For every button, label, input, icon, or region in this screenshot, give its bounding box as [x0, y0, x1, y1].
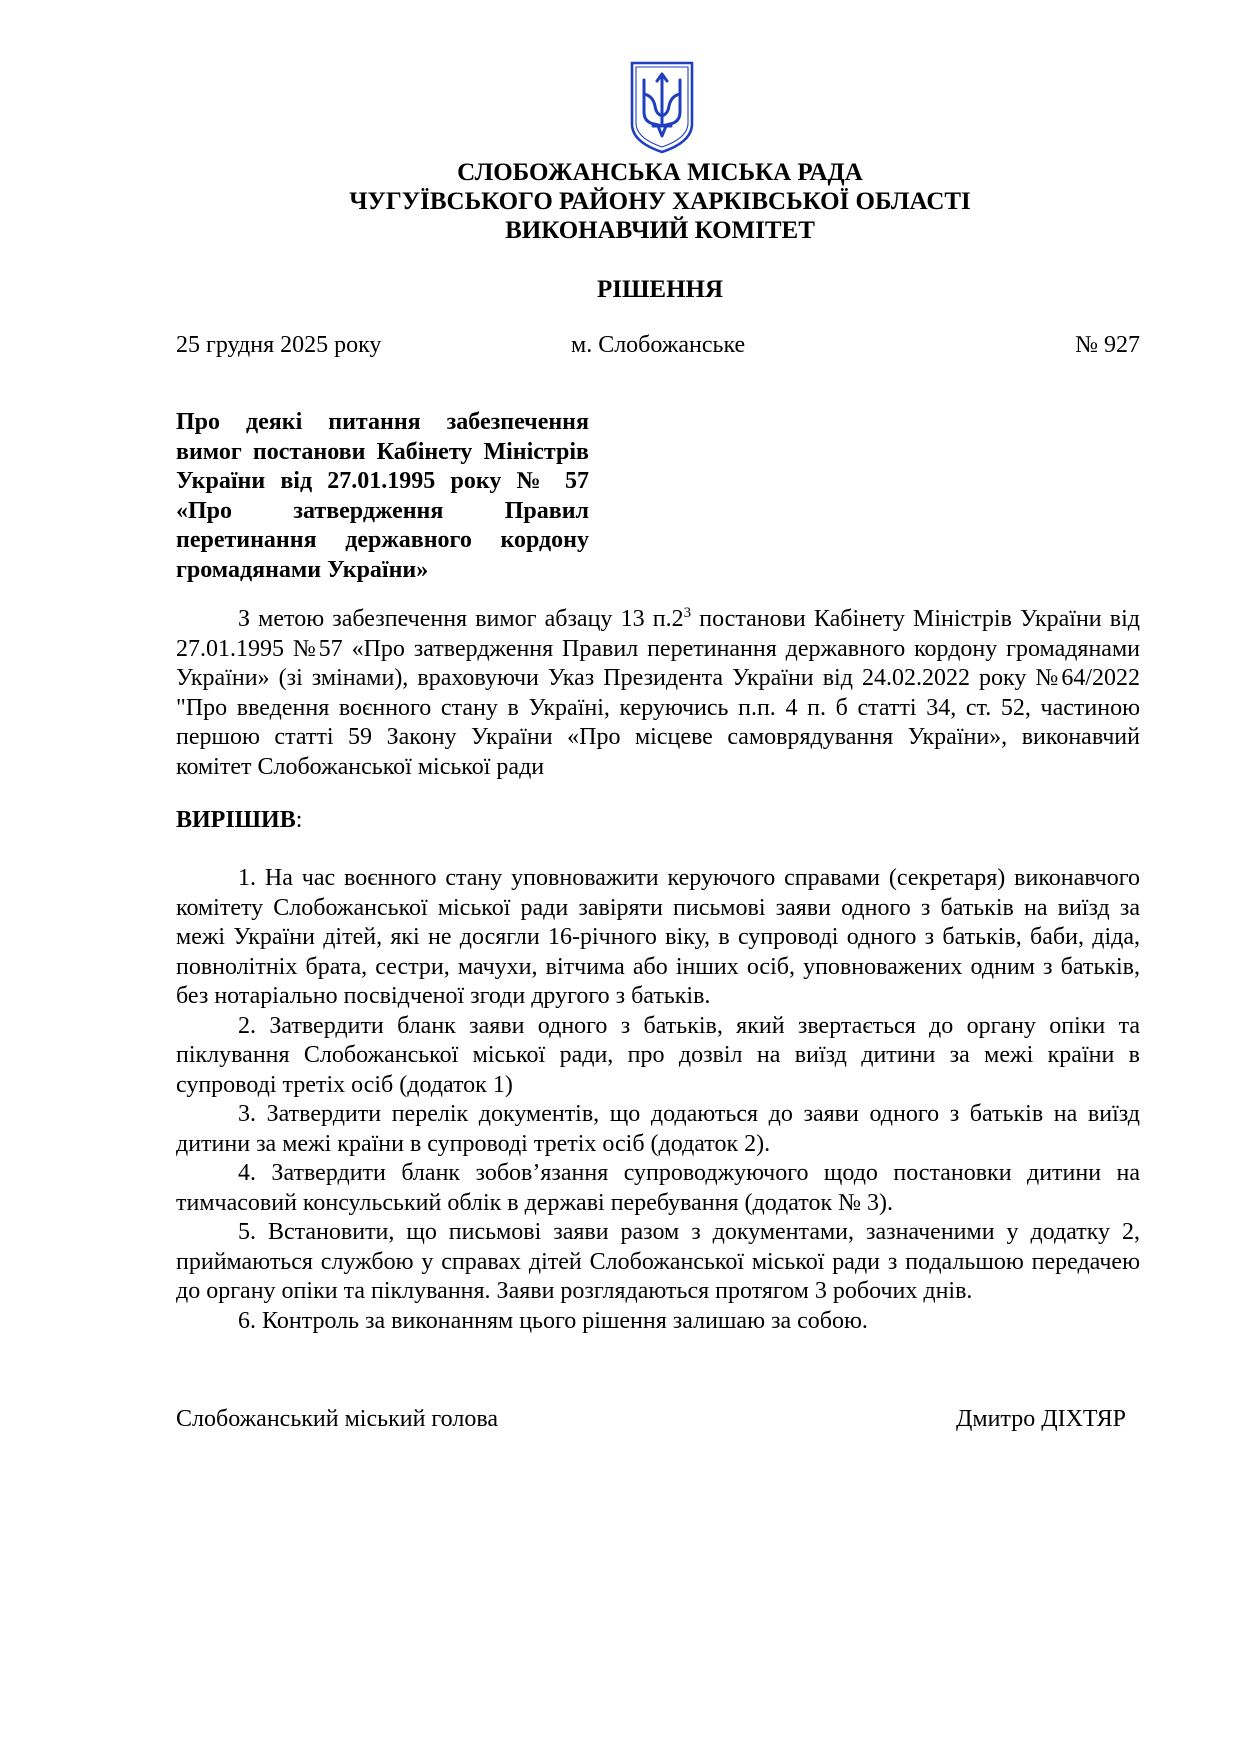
institution-header — [170, 158, 1150, 245]
header-line-district: ЧУГУЇВСЬКОГО РАЙОНУ ХАРКІВСЬКОЇ ОБЛАСТІ — [349, 188, 971, 215]
preamble — [176, 605, 1140, 782]
decision-subject: Про деякі питання забезпечення вимог постанови Кабінету Міністрів України від 27.01.1995 року № 57 «Про затвердження Правил перетинання державного кордону громадянами України» — [176, 409, 589, 583]
decision-point-5: 5. Встановити, що письмові заяви разом з документами, зазначеними у додатку 2, приймаються службою у справах дітей Слобожанської міської ради з подальшою передачею до органу опіки та піклування. Заяви розглядаються протягом 3 робочих днів. — [176, 1219, 1140, 1304]
header-line-council: СЛОБОЖАНСЬКА МІСЬКА РАДА — [457, 159, 863, 186]
decision-points — [176, 864, 1140, 1336]
preamble-text-start: З метою забезпечення вимог абзацу 13 п.2 — [238, 606, 684, 632]
signature-block — [176, 1405, 1126, 1435]
signatory-name: Дмитро ДІХТЯР — [956, 1406, 1126, 1432]
decision-meta — [176, 331, 1140, 361]
preamble-paragraph — [176, 605, 1140, 782]
resolved-heading — [176, 806, 302, 835]
preamble-text-end: постанови Кабінету Міністрів України від 27.01.1995 №57 «Про затвердження Правил перетинання державного кордону громадянами України» (зі змінами), враховуючи Указ Президента України від 24.02.2022 року №64/2022 "Про введення воєнного стану в Україні, керуючись п.п. 4 п. б статті 34, ст. 52, частиною першою статті 59 Закону України «Про місцеве самоврядування України», виконавчий комітет Слобожанської міської ради — [176, 606, 1140, 780]
decision-date: 25 грудня 2025 року — [176, 332, 382, 358]
decision-title: РІШЕННЯ — [596, 276, 724, 303]
preamble-superscript: 3 — [683, 605, 692, 621]
decision-point-4: 4. Затвердити бланк зобов’язання супроводжуючого щодо постановки дитини на тимчасовий консульський облік в державі перебування (додаток № 3). — [176, 1160, 1140, 1216]
decision-point-2: 2. Затвердити бланк заяви одного з батьків, який звертається до органу опіки та піклування Слобожанської міської ради, про дозвіл на виїзд дитини за межі країни в супроводі третіх осіб (додаток 1) — [176, 1012, 1140, 1098]
signatory-position: Слобожанський міський голова — [176, 1406, 498, 1432]
resolved-word: ВИРІШИВ — [176, 807, 296, 833]
decision-point-3: 3. Затвердити перелік документів, що додаються до заяви одного з батьків на виїзд дитини за межі країни в супроводі третіх осіб (додаток 2). — [176, 1101, 1140, 1157]
decision-point-6: 6. Контроль за виконанням цього рішення залишаю за собою. — [238, 1307, 868, 1334]
decision-city: м. Слобожанське — [571, 332, 746, 358]
decision-point-1: 1. На час воєнного стану уповноважити керуючого справами (секретаря) виконавчого комітету Слобожанської міської ради завіряти письмові заяви одного з батьків на виїзд за межі України дітей, які не досягли 16-річного віку, в супроводі одного з батьків, баби, діда, повнолітніх брата, сестри, мачухи, вітчима або інших осіб, уповноважених одним з батьків, без нотаріально посвідченої згоди другого з батьків. — [176, 865, 1140, 1009]
decision-number: № 927 — [1075, 332, 1140, 358]
header-line-committee: ВИКОНАВЧИЙ КОМІТЕТ — [505, 217, 815, 244]
resolved-colon: : — [295, 807, 303, 833]
coat-of-arms-of-ukraine-icon — [629, 60, 695, 155]
